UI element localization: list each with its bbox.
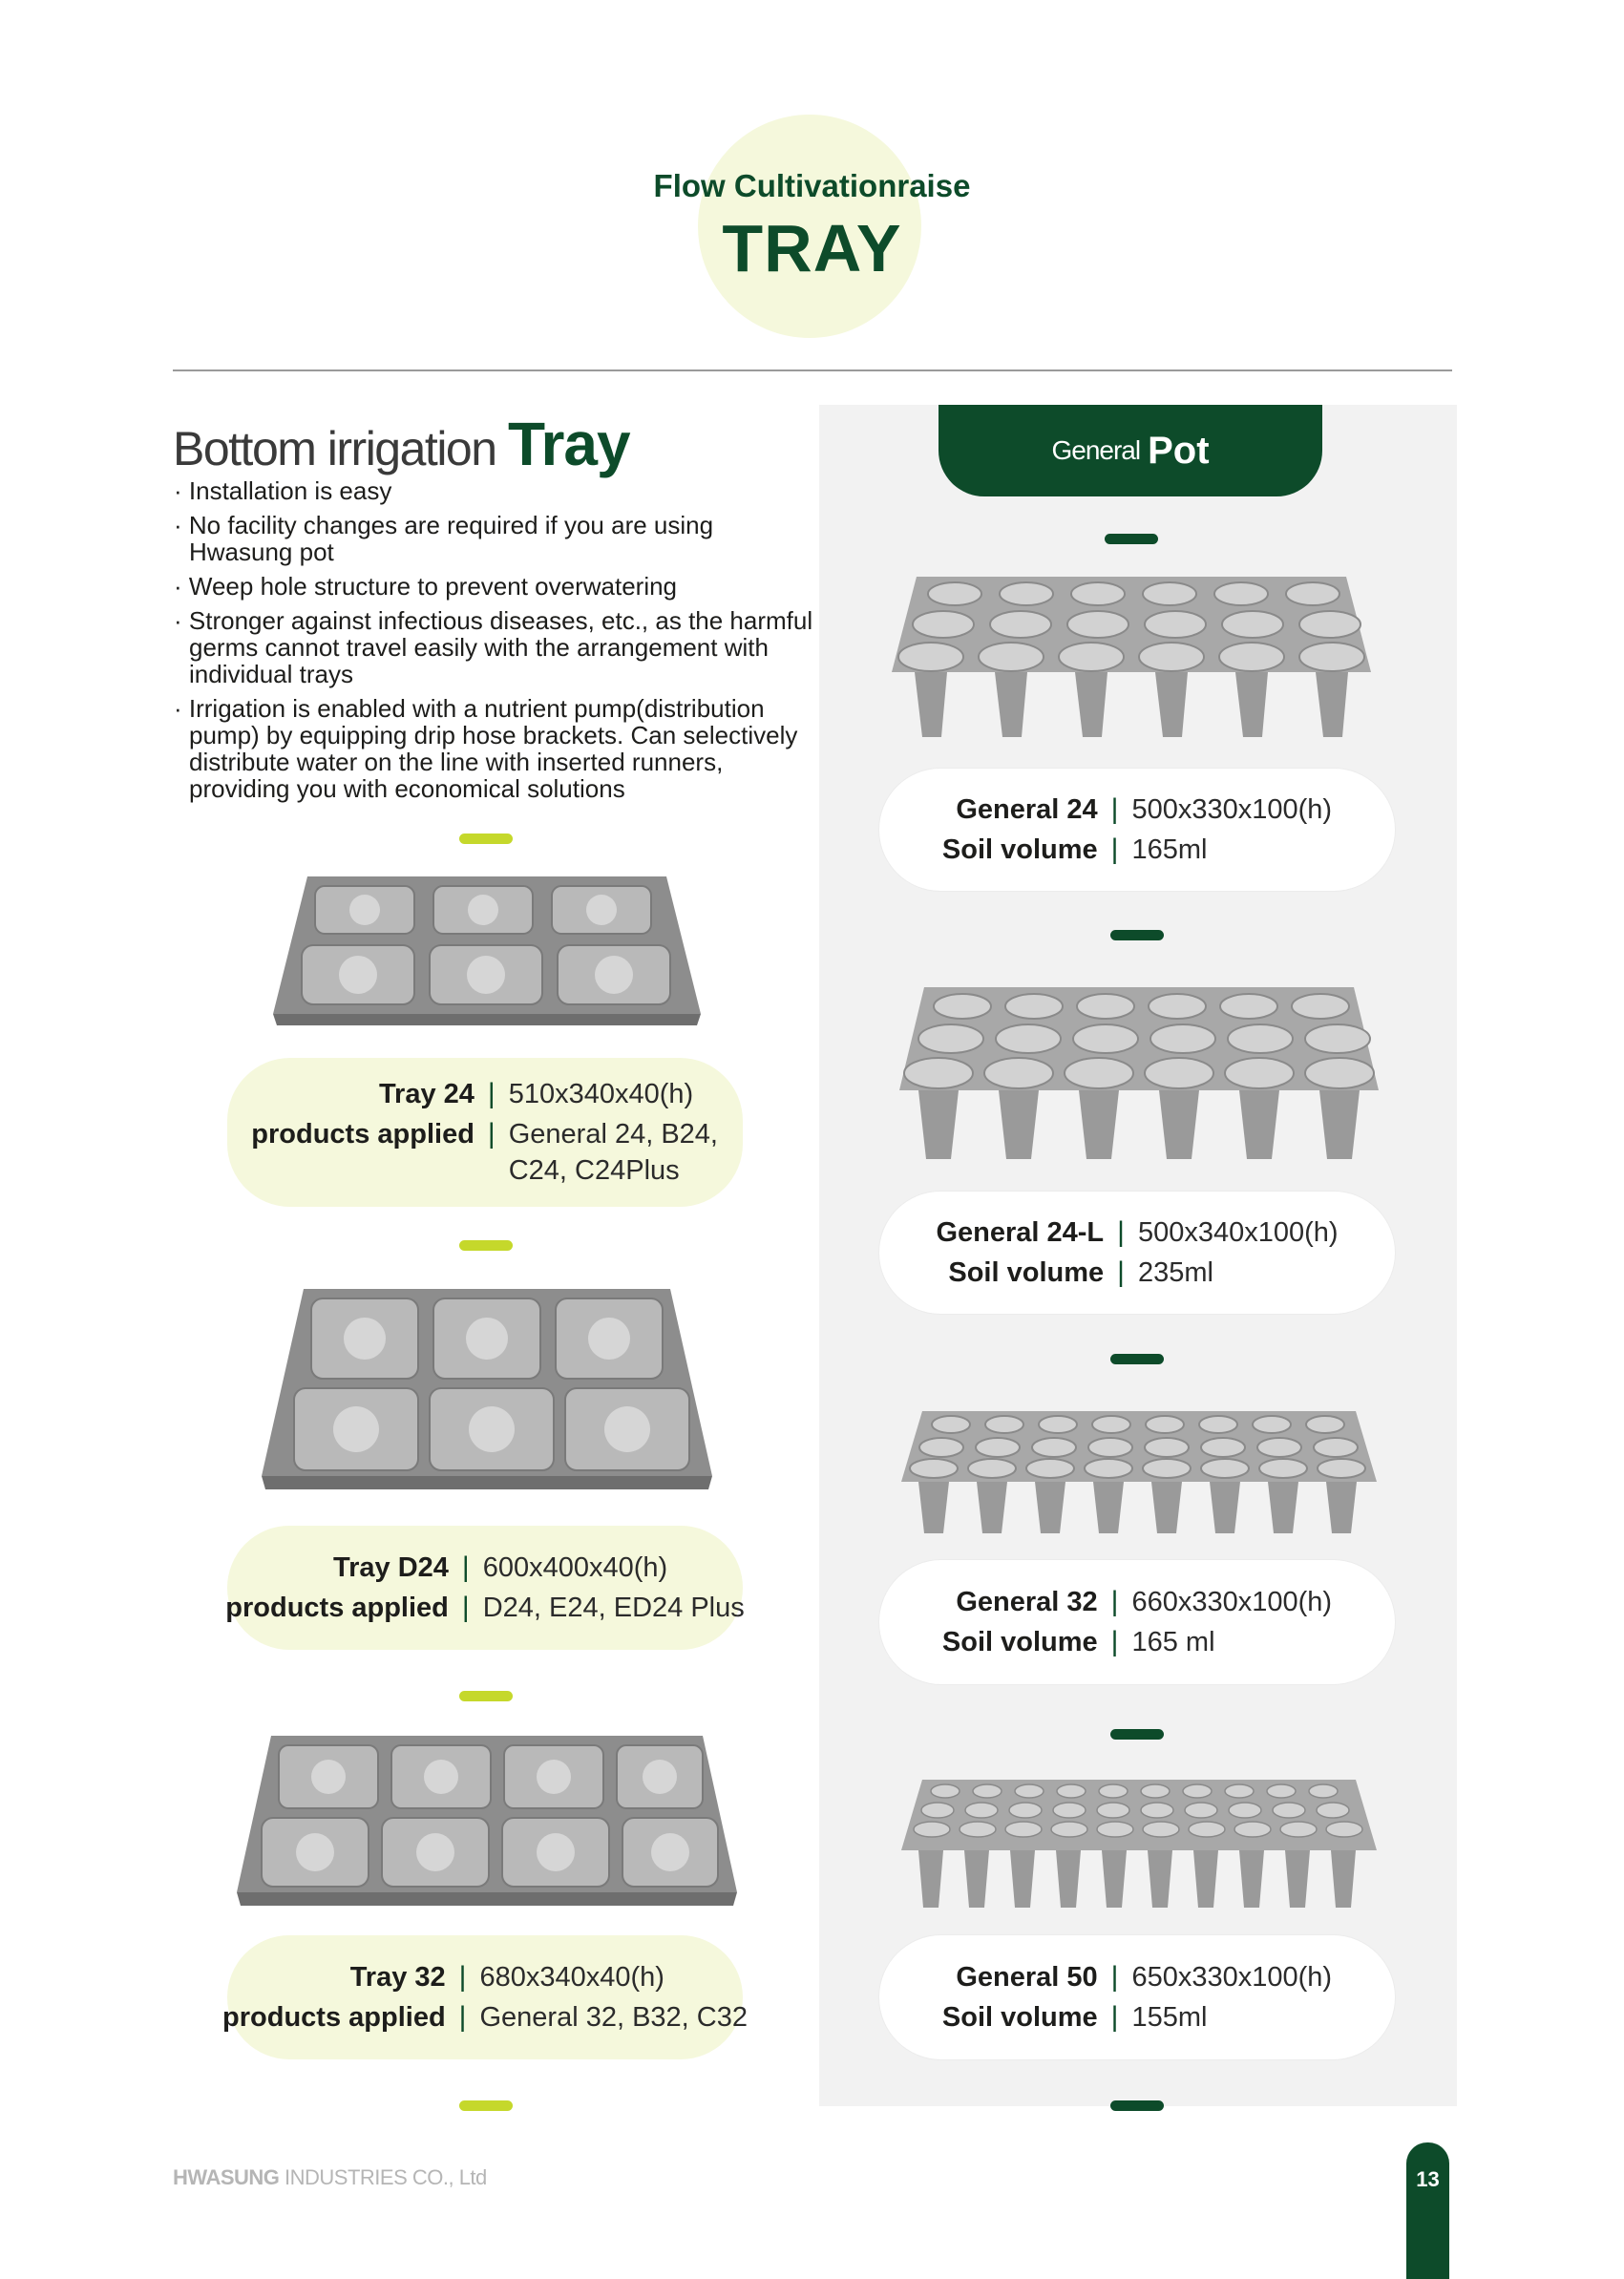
tray-32-spec [222, 1935, 748, 2059]
tray-24-spec [227, 1058, 743, 1207]
applied-label: products applied [222, 2002, 446, 2033]
separator: | [461, 1592, 470, 1623]
general-24-l-image [896, 983, 1382, 1165]
soil-label: Soil volume [941, 834, 1098, 865]
company-name-rest: INDUSTRIES CO., Ltd [285, 2165, 487, 2189]
pot-name: General 32 [956, 1587, 1098, 1617]
page-title: TRAY [722, 211, 902, 285]
pot-size: 660x330x100(h) [1131, 1587, 1333, 1617]
tray-name: Tray D24 [332, 1552, 449, 1583]
divider-dash [459, 834, 513, 844]
applied-products: D24, E24, ED24 Plus [482, 1593, 745, 1623]
pot-name: General 24 [956, 794, 1098, 825]
pot-name: General 50 [956, 1962, 1098, 1993]
section-title-light: Bottom irrigation [173, 422, 496, 475]
tray-24-image [269, 871, 705, 1031]
tray-d24-image [258, 1283, 716, 1495]
separator: | [1110, 1586, 1119, 1617]
general-24-spec [879, 769, 1395, 891]
divider-dash [459, 2100, 513, 2111]
divider-dash [1110, 1729, 1164, 1740]
feature-item: · Installation is easy [174, 477, 823, 504]
applied-label: products applied [225, 1593, 449, 1623]
feature-item: · Stronger against infectious diseases, etc., as the harmful germs cannot travel easily with the arrangement with individual trays [174, 607, 823, 687]
soil-volume: 235ml [1137, 1257, 1213, 1288]
divider-dash [1110, 2100, 1164, 2111]
soil-volume: 165ml [1131, 834, 1208, 865]
pot-size: 500x340x100(h) [1137, 1217, 1339, 1248]
divider-dash [459, 1691, 513, 1701]
soil-label: Soil volume [941, 1627, 1098, 1657]
general-24-l-spec [879, 1192, 1395, 1314]
soil-volume: 155ml [1131, 2002, 1208, 2033]
separator: | [1117, 1216, 1125, 1248]
divider-dash [459, 1240, 513, 1251]
tray-size: 510x340x40(h) [508, 1079, 694, 1109]
tab-light: General [1051, 435, 1141, 465]
feature-item: · Weep hole structure to prevent overwatering [174, 573, 823, 600]
tray-d24-spec [227, 1526, 743, 1650]
separator: | [1117, 1256, 1125, 1288]
general-32-image [897, 1407, 1381, 1537]
general-50-spec [879, 1935, 1395, 2059]
feature-list [174, 477, 823, 810]
tray-32-image [233, 1730, 741, 1911]
separator: | [487, 1078, 496, 1109]
company-name-bold: HWASUNG [173, 2165, 280, 2189]
divider-dash [1105, 534, 1158, 544]
separator: | [458, 1961, 467, 1993]
feature-item: · No facility changes are required if you are using Hwasung pot [174, 512, 823, 565]
tray-name: Tray 32 [349, 1962, 446, 1993]
feature-item: · Irrigation is enabled with a nutrient pump(distribution pump) by equipping drip hose brackets. Can selectively distribute water on the line with inserted runners, providing you with economical solutions [174, 695, 823, 802]
tray-name: Tray 24 [378, 1079, 475, 1109]
applied-products: General 24, B24, C24, C24Plus [508, 1119, 718, 1186]
separator: | [458, 2001, 467, 2033]
section-title [173, 409, 630, 479]
soil-volume: 165 ml [1131, 1627, 1215, 1657]
applied-products: General 32, B32, C32 [479, 2002, 748, 2033]
divider [173, 369, 1452, 371]
separator: | [461, 1551, 470, 1583]
section-title-bold: Tray [507, 410, 630, 478]
tray-size: 600x400x40(h) [482, 1552, 668, 1583]
company-name [173, 2165, 487, 2190]
applied-label: products applied [251, 1119, 475, 1150]
separator: | [1110, 834, 1119, 865]
page-number: 13 [1406, 2142, 1449, 2279]
tray-size: 680x340x40(h) [479, 1962, 664, 1993]
soil-label: Soil volume [941, 2002, 1098, 2033]
divider-dash [1110, 1354, 1164, 1364]
separator: | [1110, 1626, 1119, 1657]
general-32-spec [879, 1560, 1395, 1684]
general-50-image [897, 1776, 1381, 1911]
tab-bold: Pot [1148, 429, 1210, 472]
separator: | [487, 1118, 496, 1150]
pot-name: General 24-L [936, 1217, 1105, 1248]
divider-dash [1110, 930, 1164, 940]
pot-size: 650x330x100(h) [1131, 1962, 1333, 1993]
separator: | [1110, 793, 1119, 825]
separator: | [1110, 1961, 1119, 1993]
soil-label: Soil volume [948, 1257, 1105, 1288]
pot-size: 500x330x100(h) [1131, 794, 1333, 825]
header-subtitle: Flow Cultivationraise [653, 168, 971, 203]
general-pot-tab [939, 405, 1322, 496]
general-24-image [888, 573, 1375, 745]
separator: | [1110, 2001, 1119, 2033]
